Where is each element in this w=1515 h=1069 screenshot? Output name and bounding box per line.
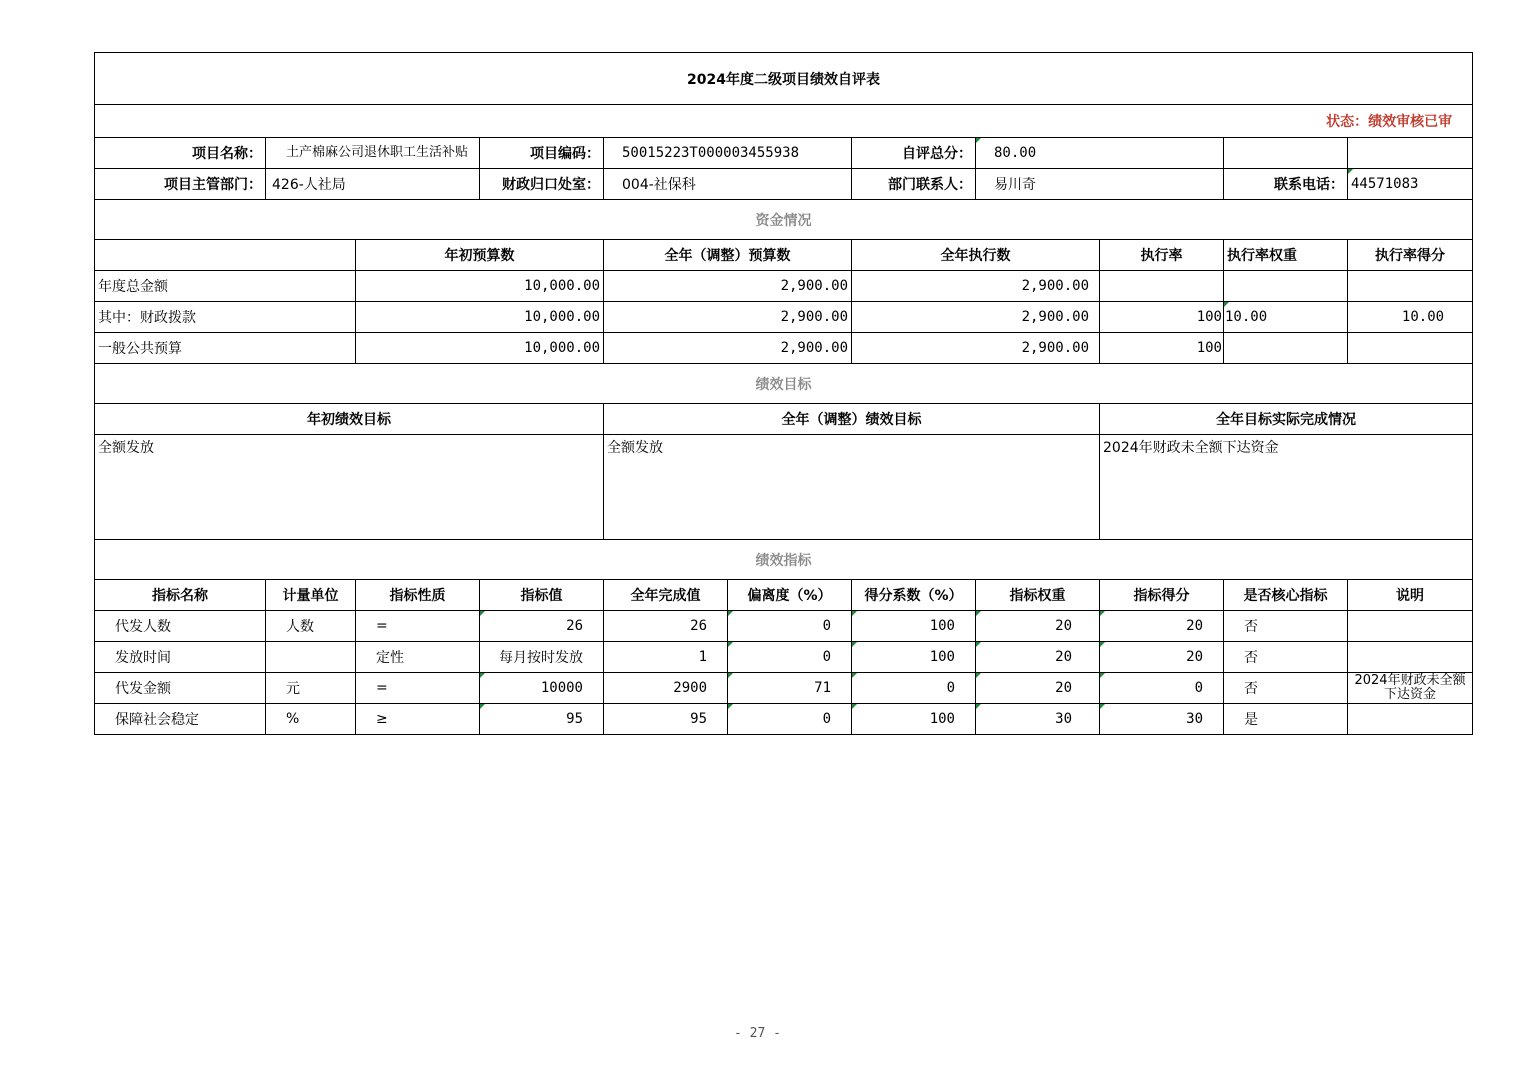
indicator-core: 否: [1224, 642, 1348, 673]
indicator-coef: 100: [852, 642, 976, 673]
indicator-weight: 20: [976, 611, 1100, 642]
indicator-nature: ≥: [356, 704, 480, 735]
empty-cell: [1348, 138, 1473, 169]
col-header: 全年完成值: [604, 580, 728, 611]
fund-initial: 10,000.00: [356, 271, 604, 302]
indicator-score: 30: [1100, 704, 1224, 735]
finance-office-value: 004-社保科: [604, 169, 852, 200]
fund-adjusted: 2,900.00: [604, 333, 852, 364]
fund-name: 年度总金额: [95, 271, 356, 302]
info-row-2: [95, 169, 1473, 200]
fund-rate: [1100, 271, 1224, 302]
col-header: 得分系数（%）: [852, 580, 976, 611]
fund-weight: [1224, 271, 1348, 302]
table-row: [95, 271, 1473, 302]
fund-name: 其中：财政拨款: [95, 302, 356, 333]
empty-cell: [1224, 138, 1348, 169]
phone-label: 联系电话：: [1224, 169, 1348, 200]
evaluation-form: [94, 52, 1472, 735]
indicator-coef: 100: [852, 611, 976, 642]
fund-rate: 100: [1100, 302, 1224, 333]
funds-section-title: 资金情况: [95, 200, 1473, 240]
project-name-label: 项目名称：: [95, 138, 266, 169]
fund-executed: 2,900.00: [852, 302, 1100, 333]
score-value: 80.00: [976, 138, 1224, 169]
indicator-completed: 1: [604, 642, 728, 673]
col-header: 全年目标实际完成情况: [1100, 404, 1473, 435]
indicators-header-row: [95, 580, 1473, 611]
indicator-score: 20: [1100, 642, 1224, 673]
empty-cell: [95, 240, 356, 271]
indicator-target: 26: [480, 611, 604, 642]
fund-weight: 10.00: [1224, 302, 1348, 333]
indicator-score: 0: [1100, 673, 1224, 704]
table-row: [95, 333, 1473, 364]
indicator-target: 每月按时发放: [480, 642, 604, 673]
score-label: 自评总分：: [852, 138, 976, 169]
dept-value: 426-人社局: [266, 169, 480, 200]
fund-initial: 10,000.00: [356, 333, 604, 364]
evaluation-table: [94, 52, 1473, 735]
indicator-core: 否: [1224, 611, 1348, 642]
col-header: 指标名称: [95, 580, 266, 611]
col-header: 偏离度（%）: [728, 580, 852, 611]
fund-executed: 2,900.00: [852, 271, 1100, 302]
indicator-deviation: 0: [728, 642, 852, 673]
indicator-unit: %: [266, 704, 356, 735]
phone-value: 44571083: [1348, 169, 1473, 200]
col-header: 年初绩效目标: [95, 404, 604, 435]
indicator-name: 保障社会稳定: [95, 704, 266, 735]
contact-label: 部门联系人：: [852, 169, 976, 200]
page-number: - 27 -: [734, 1026, 781, 1041]
table-row: [95, 642, 1473, 673]
indicator-name: 代发人数: [95, 611, 266, 642]
indicator-completed: 26: [604, 611, 728, 642]
indicator-unit: [266, 642, 356, 673]
indicator-target: 95: [480, 704, 604, 735]
indicator-nature: =: [356, 611, 480, 642]
col-header: 计量单位: [266, 580, 356, 611]
indicator-name: 代发金额: [95, 673, 266, 704]
indicators-section-title: 绩效指标: [95, 540, 1473, 580]
table-row: [95, 673, 1473, 704]
project-code-label: 项目编码：: [480, 138, 604, 169]
fund-adjusted: 2,900.00: [604, 302, 852, 333]
col-header: 执行率权重: [1224, 240, 1348, 271]
indicator-completed: 95: [604, 704, 728, 735]
indicator-core: 是: [1224, 704, 1348, 735]
indicator-unit: 元: [266, 673, 356, 704]
indicator-completed: 2900: [604, 673, 728, 704]
initial-goal: 全额发放: [95, 435, 604, 540]
col-header: 年初预算数: [356, 240, 604, 271]
indicator-unit: 人数: [266, 611, 356, 642]
actual-completion: 2024年财政未全额下达资金: [1100, 435, 1473, 540]
goals-header-row: [95, 404, 1473, 435]
col-header: 全年（调整）绩效目标: [604, 404, 1100, 435]
adjusted-goal: 全额发放: [604, 435, 1100, 540]
indicator-deviation: 0: [728, 704, 852, 735]
project-code-value: 50015223T000003455938: [604, 138, 852, 169]
col-header: 指标值: [480, 580, 604, 611]
indicator-coef: 100: [852, 704, 976, 735]
dept-label: 项目主管部门：: [95, 169, 266, 200]
indicator-note: [1348, 704, 1473, 735]
col-header: 执行率得分: [1348, 240, 1473, 271]
indicator-deviation: 0: [728, 611, 852, 642]
col-header: 执行率: [1100, 240, 1224, 271]
indicator-coef: 0: [852, 673, 976, 704]
indicator-core: 否: [1224, 673, 1348, 704]
fund-adjusted: 2,900.00: [604, 271, 852, 302]
fund-executed: 2,900.00: [852, 333, 1100, 364]
table-row: [95, 302, 1473, 333]
fund-weight: [1224, 333, 1348, 364]
col-header: 全年执行数: [852, 240, 1100, 271]
indicator-weight: 20: [976, 673, 1100, 704]
col-header: 指标权重: [976, 580, 1100, 611]
funds-header-row: [95, 240, 1473, 271]
fund-score: [1348, 333, 1473, 364]
indicator-deviation: 71: [728, 673, 852, 704]
info-row-1: [95, 138, 1473, 169]
indicator-score: 20: [1100, 611, 1224, 642]
indicator-note: 2024年财政未全额下达资金: [1348, 673, 1473, 704]
fund-rate: 100: [1100, 333, 1224, 364]
table-row: [95, 611, 1473, 642]
page-title: 2024年度二级项目绩效自评表: [95, 53, 1473, 105]
col-header: 说明: [1348, 580, 1473, 611]
project-name-value: 土产棉麻公司退休职工生活补贴: [266, 138, 480, 169]
fund-score: [1348, 271, 1473, 302]
indicator-weight: 20: [976, 642, 1100, 673]
indicator-weight: 30: [976, 704, 1100, 735]
fund-initial: 10,000.00: [356, 302, 604, 333]
fund-name: 一般公共预算: [95, 333, 356, 364]
goals-content-row: [95, 435, 1473, 540]
indicator-name: 发放时间: [95, 642, 266, 673]
indicator-target: 10000: [480, 673, 604, 704]
col-header: 指标性质: [356, 580, 480, 611]
status-badge: 状态：绩效审核已审: [95, 105, 1473, 138]
indicator-nature: =: [356, 673, 480, 704]
indicator-note: [1348, 642, 1473, 673]
indicator-note: [1348, 611, 1473, 642]
indicator-nature: 定性: [356, 642, 480, 673]
col-header: 是否核心指标: [1224, 580, 1348, 611]
col-header: 指标得分: [1100, 580, 1224, 611]
col-header: 全年（调整）预算数: [604, 240, 852, 271]
contact-value: 易川奇: [976, 169, 1224, 200]
goals-section-title: 绩效目标: [95, 364, 1473, 404]
table-row: [95, 704, 1473, 735]
finance-office-label: 财政归口处室：: [480, 169, 604, 200]
fund-score: 10.00: [1348, 302, 1473, 333]
